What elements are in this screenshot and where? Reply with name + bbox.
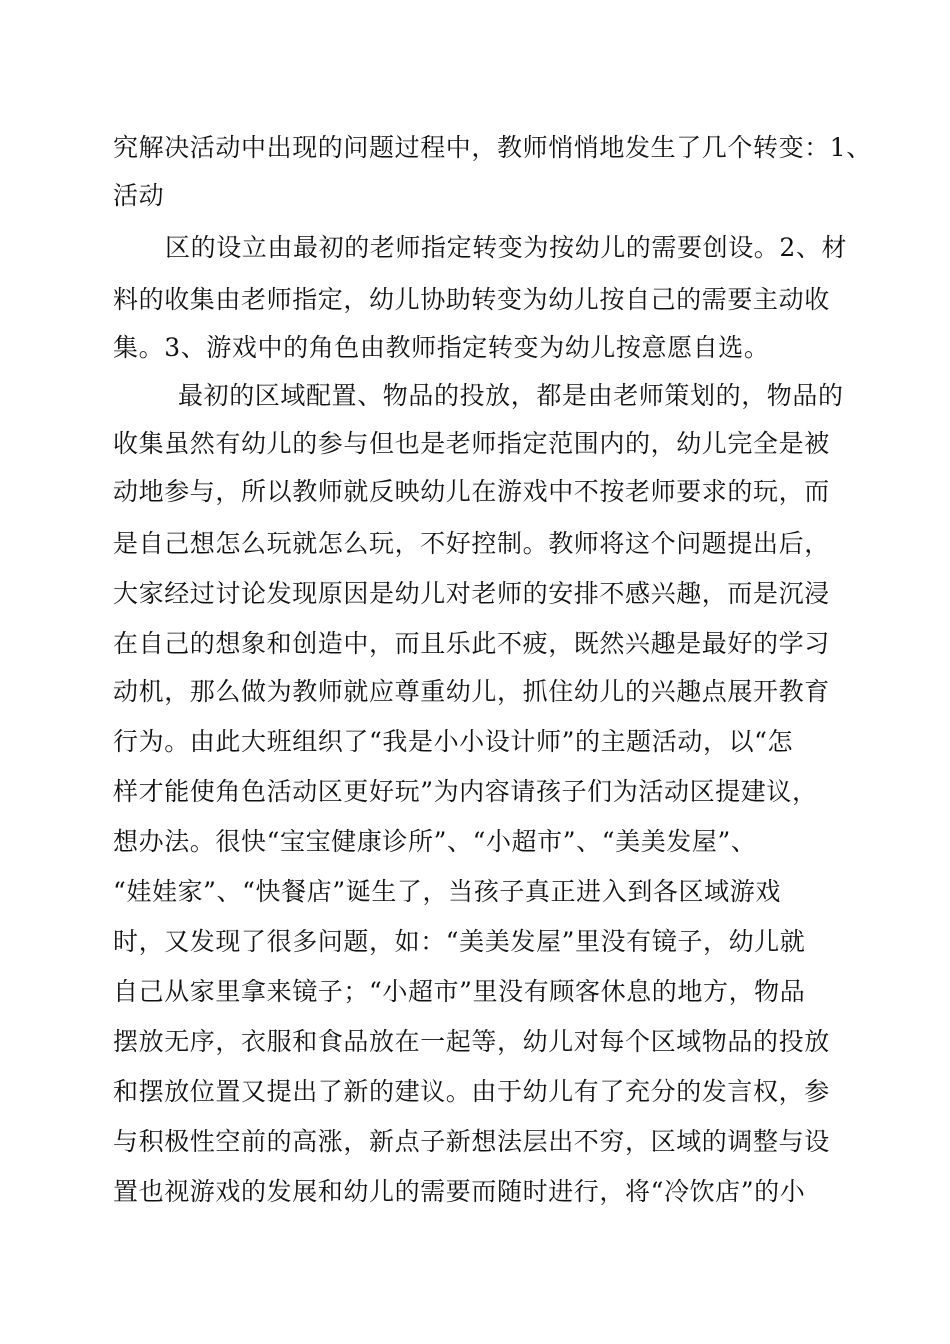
- paragraph-3-line-2: 收集虽然有幼儿的参与但也是老师指定范围内的，幼儿完全是被: [113, 429, 830, 458]
- paragraph-2-line-3: 集。3、游戏中的角色由教师指定转变为幼儿按意愿自选。: [113, 333, 770, 362]
- paragraph-3-line-11: “娃娃家”、“快餐店”诞生了，当孩子真正进入到各区域游戏: [113, 877, 781, 906]
- paragraph-3-line-13: 自己从家里拿来镜子；“小超市”里没有顾客休息的地方，物品: [113, 977, 806, 1006]
- paragraph-3-line-7: 动机，那么做为教师就应尊重幼儿，抓住幼儿的兴趣点展开教育: [113, 677, 830, 706]
- paragraph-3-line-14: 摆放无序，衣服和食品放在一起等，幼儿对每个区域物品的投放: [113, 1027, 830, 1056]
- paragraph-3-line-12: 时，又发现了很多问题，如：“美美发屋”里没有镜子，幼儿就: [113, 927, 806, 956]
- paragraph-3-line-9: 样才能使角色活动区更好玩”为内容请孩子们为活动区提建议，: [113, 777, 818, 806]
- paragraph-3-line-10: 想办法。很快“宝宝健康诊所”、“小超市”、“美美发屋”、: [113, 827, 757, 856]
- paragraph-3-line-6: 在自己的想象和创造中，而且乐此不疲，既然兴趣是最好的学习: [113, 629, 830, 658]
- paragraph-3-line-17: 置也视游戏的发展和幼儿的需要而随时进行，将“冷饮店”的小: [113, 1177, 806, 1206]
- paragraph-3-line-5: 大家经过讨论发现原因是幼儿对老师的安排不感兴趣，而是沉浸: [113, 579, 830, 608]
- paragraph-1-line-1: 究解决活动中出现的问题过程中，教师悄悄地发生了几个转变：1、: [113, 133, 872, 162]
- paragraph-1-line-2: 活动: [113, 181, 165, 210]
- paragraph-3-line-8: 行为。由此大班组织了“我是小小设计师”的主题活动，以“怎: [113, 727, 794, 756]
- paragraph-3-line-3: 动地参与，所以教师就反映幼儿在游戏中不按老师要求的玩，而: [113, 477, 830, 506]
- paragraph-3-line-15: 和摆放位置又提出了新的建议。由于幼儿有了充分的发言权，参: [113, 1077, 830, 1106]
- paragraph-2-line-1: 区的设立由最初的老师指定转变为按幼儿的需要创设。2、材: [165, 233, 848, 262]
- paragraph-3-line-1: 最初的区域配置、物品的投放，都是由老师策划的，物品的: [178, 381, 844, 410]
- paragraph-2-line-2: 料的收集由老师指定，幼儿协助转变为幼儿按自己的需要主动收: [113, 285, 830, 314]
- paragraph-3-line-4: 是自己想怎么玩就怎么玩，不好控制。教师将这个问题提出后，: [113, 529, 830, 558]
- paragraph-3-line-16: 与积极性空前的高涨，新点子新想法层出不穷，区域的调整与设: [113, 1127, 830, 1156]
